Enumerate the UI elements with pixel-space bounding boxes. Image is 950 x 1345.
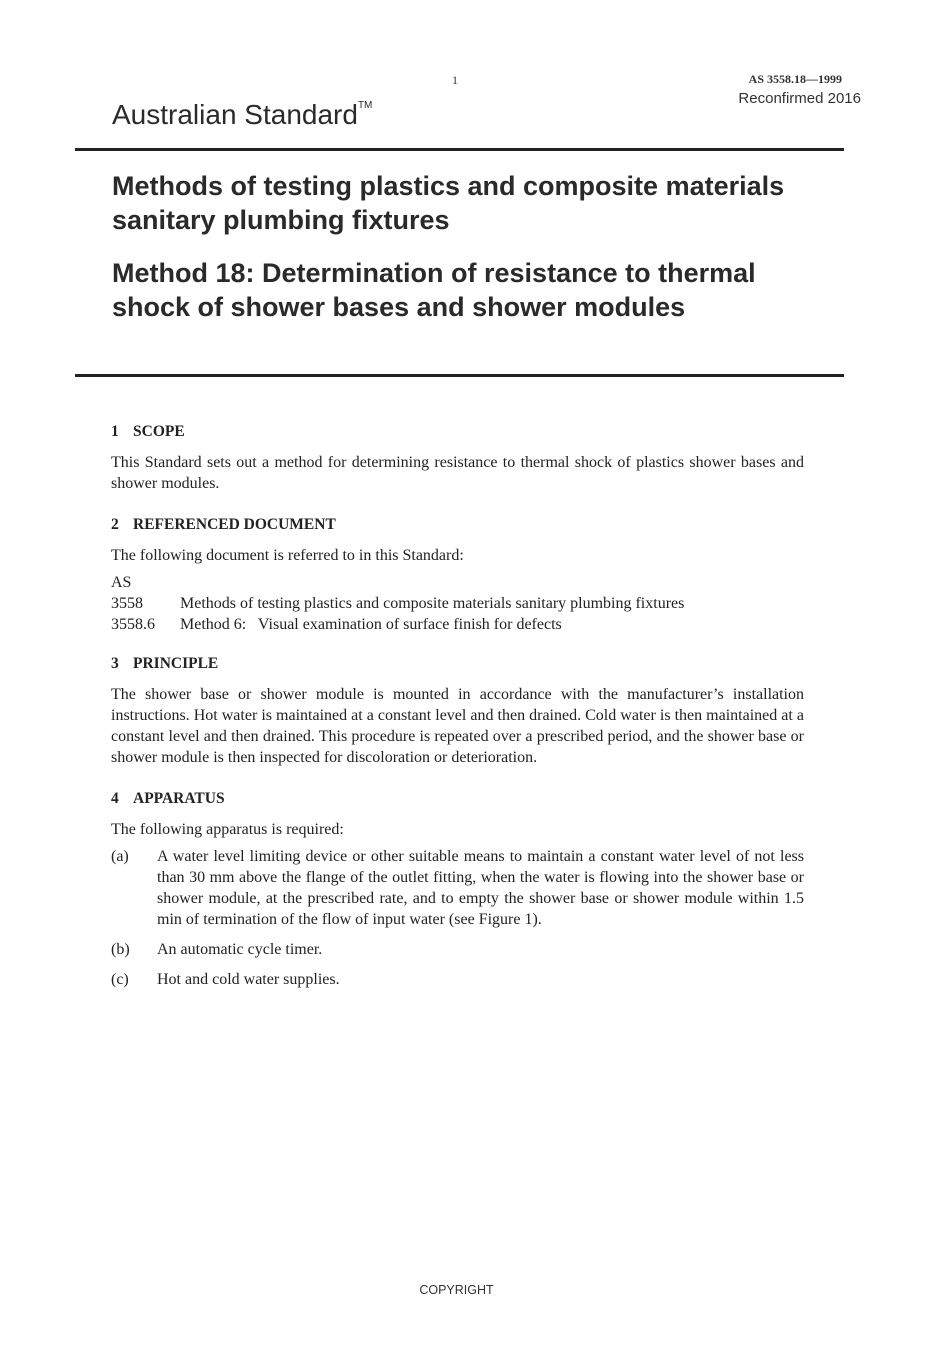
- reference-title: Method 6: Visual examination of surface finish for defects: [180, 616, 562, 633]
- top-divider: [75, 148, 844, 151]
- section-heading: [111, 788, 804, 809]
- apparatus-intro: The following apparatus is required:: [111, 821, 344, 838]
- section-title: APPARATUS: [133, 790, 225, 807]
- section-title: SCOPE: [133, 423, 185, 440]
- item-label: (a): [111, 848, 129, 865]
- section-number: 2: [111, 516, 119, 533]
- reference-list: [111, 572, 804, 635]
- brand-name: Australian Standard: [112, 99, 358, 130]
- section-apparatus: [111, 788, 804, 990]
- reference-code: 3558.6: [111, 616, 155, 633]
- item-text: Hot and cold water supplies.: [157, 971, 340, 988]
- reference-label: AS: [111, 574, 132, 591]
- section-principle: [111, 653, 804, 768]
- reconfirmed-note: Reconfirmed 2016: [738, 90, 861, 107]
- section-heading: [111, 421, 804, 442]
- list-item: [111, 939, 804, 960]
- referenced-intro: The following document is referred to in this Standard:: [111, 547, 464, 564]
- method-title: Method 18: Determination of resistance to thermal shock of shower bases and shower modules: [112, 258, 756, 322]
- section-title: PRINCIPLE: [133, 655, 219, 672]
- reference-code: 3558: [111, 595, 143, 612]
- item-label: (c): [111, 971, 129, 988]
- list-item: [111, 969, 804, 990]
- bottom-divider: [75, 374, 844, 377]
- copyright-footer: COPYRIGHT: [419, 1283, 494, 1297]
- section-number: 4: [111, 790, 119, 807]
- section-number: 1: [111, 423, 119, 440]
- reference-title: Methods of testing plastics and composite materials sanitary plumbing fixtures: [180, 595, 685, 612]
- principle-text: The shower base or shower module is mounted in accordance with the manufacturer’s installation instructions. Hot water is maintained at a constant level and then drained. Cold water is then maintained at a constant level and then drained. This procedure is repeated over a prescribed period, and the shower base or shower module is then inspected for discoloration or deterioration.: [111, 686, 804, 766]
- item-text: An automatic cycle timer.: [157, 941, 323, 958]
- section-heading: [111, 514, 804, 535]
- section-number: 3: [111, 655, 119, 672]
- document-title: Methods of testing plastics and composite materials sanitary plumbing fixtures: [112, 171, 785, 235]
- scope-text: This Standard sets out a method for determining resistance to thermal shock of plastics shower bases and shower modules.: [111, 454, 804, 492]
- document-body: [111, 421, 804, 999]
- section-scope: [111, 421, 804, 494]
- reference-row: [111, 593, 804, 614]
- item-text: A water level limiting device or other suitable means to maintain a constant water level of not less than 30 mm above the flange of the outlet fitting, when the water is flowing into the shower base or shower module, at the prescribed rate, and to empty the shower base or shower module within 1.5 min of termination of the flow of input water (see Figure 1).: [157, 848, 804, 928]
- standard-code: AS 3558.18—1999: [748, 72, 842, 86]
- list-item: [111, 846, 804, 930]
- section-heading: [111, 653, 804, 674]
- page-number: 1: [452, 73, 458, 87]
- section-referenced-document: [111, 514, 804, 635]
- reference-row: [111, 614, 804, 635]
- section-title: REFERENCED DOCUMENT: [133, 516, 336, 533]
- item-label: (b): [111, 941, 130, 958]
- brand-title: [112, 99, 372, 131]
- trademark-mark: TM: [357, 99, 373, 111]
